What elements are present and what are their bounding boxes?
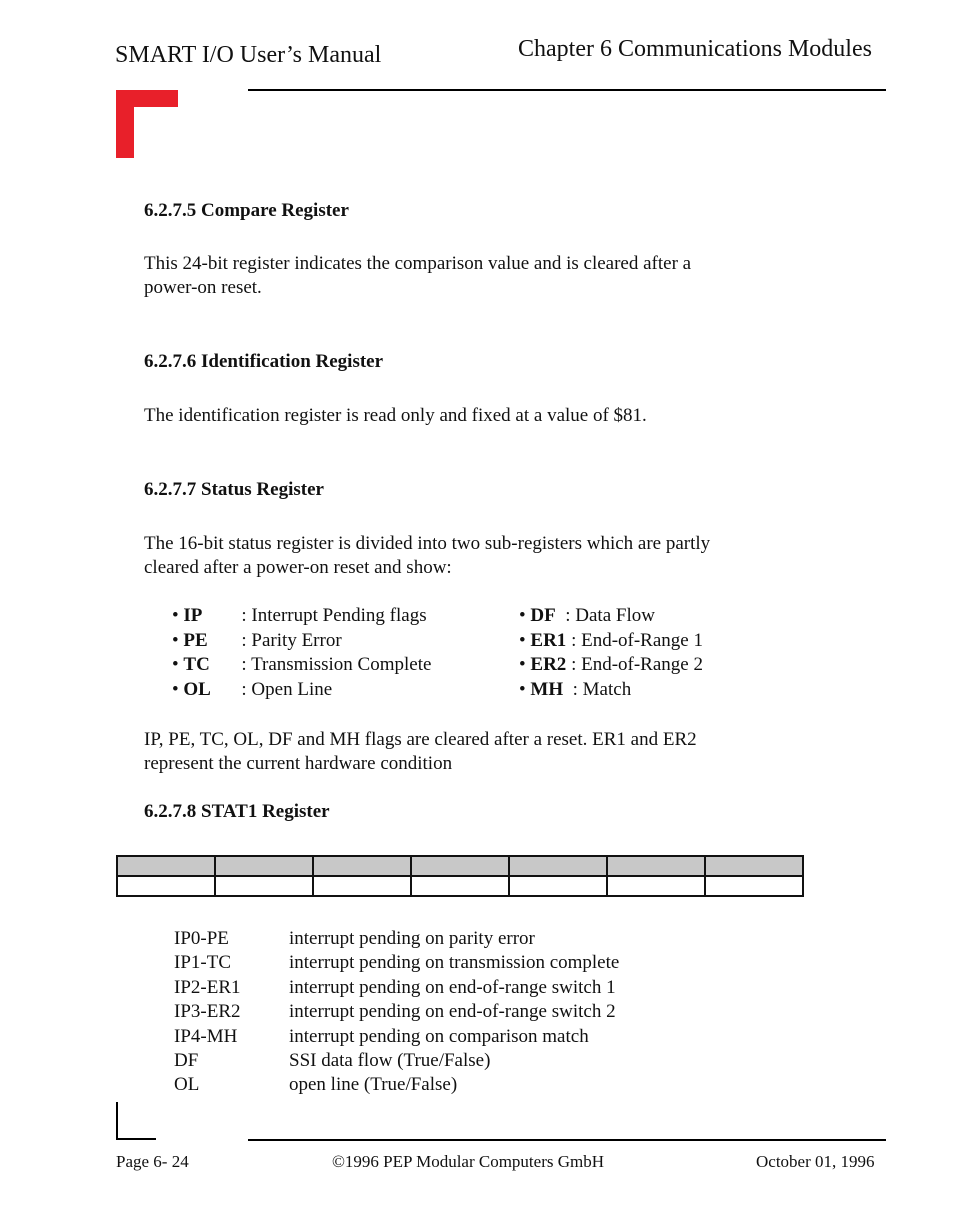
section-body-status (144, 532, 710, 580)
list-item (172, 604, 431, 629)
body-line: cleared after a power-on reset and show: (144, 557, 452, 578)
register-value-row (117, 876, 803, 896)
section-body-identification (144, 404, 647, 428)
definition-desc: SSI data flow (True/False) (289, 1049, 491, 1071)
bullet: • (519, 605, 526, 626)
flag-desc: : Data Flow (555, 605, 655, 626)
list-item (172, 629, 431, 654)
status-flags-left (172, 604, 431, 702)
definition-desc: interrupt pending on end-of-range switch 2 (289, 1001, 616, 1023)
register-cell (509, 876, 607, 896)
flag-desc: : Open Line (241, 678, 333, 700)
page-number: Page 6- 24 (116, 1152, 189, 1171)
definition-row (174, 1025, 619, 1049)
manual-title: SMART I/O User’s Manual (115, 42, 382, 68)
flag-desc: : Interrupt Pending flags (241, 605, 427, 626)
list-item (172, 653, 431, 678)
flag-key: ER2 (530, 654, 567, 675)
register-cell (607, 876, 705, 896)
flag-key: IP (183, 605, 203, 626)
footer-corner-vertical (116, 1102, 118, 1140)
definition-code: IP2-ER1 (174, 976, 241, 998)
body-line: power-on reset. (144, 277, 262, 298)
bullet: • (519, 678, 526, 700)
definition-desc: interrupt pending on end-of-range switch 1 (289, 976, 616, 998)
status-flags-right (519, 604, 703, 702)
definition-code: IP1-TC (174, 952, 231, 974)
flag-desc: : Parity Error (241, 629, 342, 651)
definition-row (174, 1000, 619, 1024)
definition-desc: interrupt pending on comparison match (289, 1025, 589, 1047)
body-line: represent the current hardware condition (144, 753, 453, 774)
register-cell (705, 856, 803, 876)
register-cell (607, 856, 705, 876)
copyright: ©1996 PEP Modular Computers GmbH (332, 1152, 605, 1171)
stat1-register-table (116, 855, 804, 897)
register-cell (215, 856, 313, 876)
flag-key: DF (530, 605, 556, 626)
section-heading-status: 6.2.7.7 Status Register (144, 479, 324, 500)
flag-desc: : End-of-Range 2 (566, 654, 703, 675)
flag-key: OL (183, 678, 211, 700)
stat1-definitions (174, 927, 619, 1098)
bullet: • (172, 605, 179, 626)
register-cell (411, 876, 509, 896)
footer-rule (248, 1139, 886, 1141)
corner-mark-left (116, 90, 134, 158)
register-cell (509, 856, 607, 876)
bullet: • (172, 629, 179, 651)
footer-corner-horizontal (116, 1138, 156, 1140)
section-heading-stat1: 6.2.7.8 STAT1 Register (144, 801, 330, 822)
flag-desc: : Transmission Complete (241, 654, 432, 675)
list-item (519, 653, 703, 678)
chapter-title: Chapter 6 Communications Modules (518, 36, 872, 62)
list-item (172, 678, 431, 703)
bullet: • (172, 654, 179, 675)
register-cell (215, 876, 313, 896)
bullet: • (519, 629, 526, 651)
definition-code: OL (174, 1074, 200, 1096)
flag-key: MH (530, 678, 564, 700)
definition-row (174, 1049, 619, 1073)
section-heading-identification: 6.2.7.6 Identification Register (144, 351, 384, 372)
list-item (519, 604, 703, 629)
flag-desc: : Match (563, 678, 632, 700)
register-cell (705, 876, 803, 896)
list-item (519, 629, 703, 654)
body-line: This 24-bit register indicates the comparison value and is cleared after a (144, 253, 692, 274)
flag-key: PE (183, 629, 208, 651)
register-cell (411, 856, 509, 876)
definition-desc: interrupt pending on parity error (289, 928, 535, 949)
definition-code: IP3-ER2 (174, 1001, 241, 1023)
register-cell (117, 876, 215, 896)
definition-row (174, 976, 619, 1000)
definition-row (174, 951, 619, 975)
header-rule (248, 89, 886, 91)
flag-key: TC (183, 654, 210, 675)
status-note (144, 728, 697, 776)
bullet: • (172, 678, 179, 700)
register-header-row (117, 856, 803, 876)
definition-row (174, 1073, 619, 1097)
bullet: • (519, 654, 526, 675)
publication-date: October 01, 1996 (756, 1152, 875, 1171)
section-body-compare (144, 252, 691, 300)
definition-desc: interrupt pending on transmission complete (289, 952, 620, 974)
body-line: IP, PE, TC, OL, DF and MH flags are cleared after a reset. ER1 and ER2 (144, 729, 697, 750)
body-line: The 16-bit status register is divided into two sub-registers which are partly (144, 533, 711, 554)
register-cell (313, 856, 411, 876)
definition-code: DF (174, 1049, 199, 1071)
flag-key: ER1 (530, 629, 567, 651)
register-cell (313, 876, 411, 896)
section-heading-compare: 6.2.7.5 Compare Register (144, 200, 349, 221)
definition-desc: open line (True/False) (289, 1074, 458, 1096)
definition-code: IP0-PE (174, 928, 229, 949)
register-cell (117, 856, 215, 876)
body-line: The identification register is read only and fixed at a value of $81. (144, 405, 647, 426)
definition-code: IP4-MH (174, 1025, 238, 1047)
flag-desc: : End-of-Range 1 (566, 629, 703, 651)
definition-row (174, 927, 619, 951)
list-item (519, 678, 703, 703)
